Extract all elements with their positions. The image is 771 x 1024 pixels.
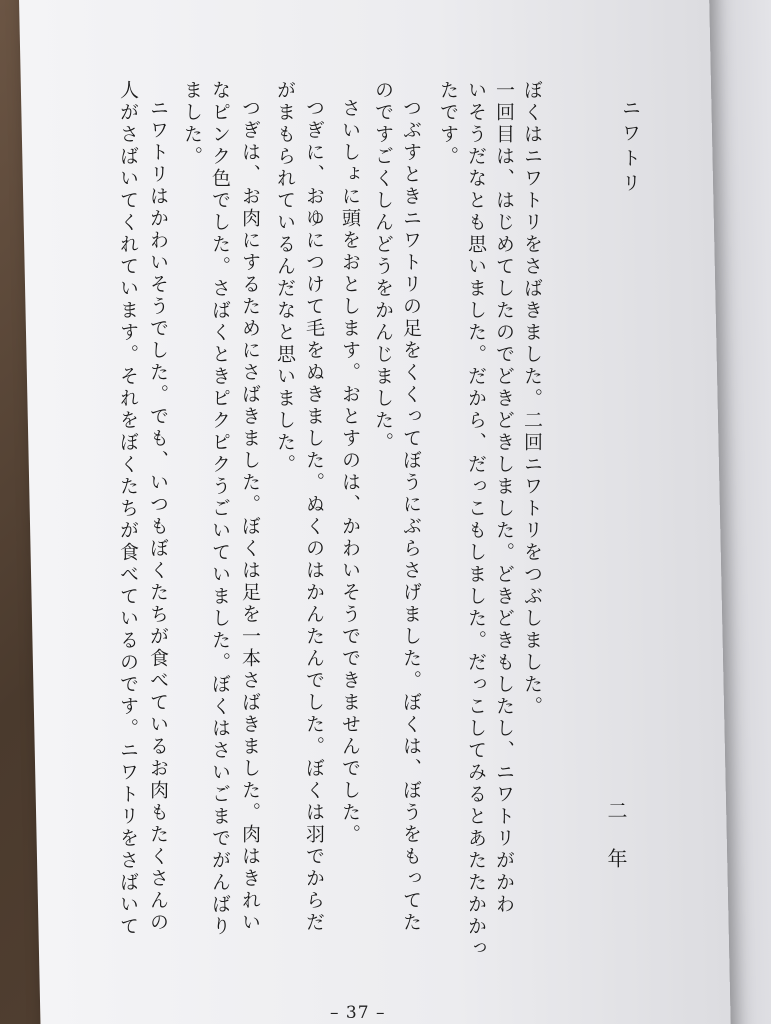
text-column-3: いそうだなとも思いました。だから、だっこもしました。だっこしてみるとあたたかかっ — [465, 80, 487, 960]
essay-title: ニワトリ — [619, 98, 641, 198]
text-column-14: 人がさばいてくれています。それをぼくたちが食べているのです。ニワトリをさばいて — [117, 80, 139, 938]
grade-label: 二年 — [604, 800, 628, 896]
text-column-6: のですごくしんどうをかんじました。 — [372, 80, 394, 454]
text-column-2: 一回目は、はじめてしたのでどきどきしました。どきどきもしたし、ニワトリがかわ — [493, 80, 515, 916]
text-column-10: つぎは、お肉にするためにさばきました。ぼくは足を一本さばきました。肉はきれい — [239, 98, 261, 934]
text-column-5: つぶすときニワトリの足をくくってぼうにぶらさげました。ぼくは、ぼうをもってた — [400, 98, 422, 934]
text-column-12: ました。 — [181, 80, 203, 168]
text-column-4: たです。 — [437, 80, 459, 168]
text-column-11: なピンク色でした。さばくときピクピクうごいていました。ぼくはさいごまでがんばり — [209, 80, 231, 938]
text-column-1: ぼくはニワトリをさばきました。二回ニワトリをつぶしました。 — [521, 80, 543, 718]
text-column-13: ニワトリはかわいそうでした。でも、いつもぼくたちが食べているお肉もたくさんの — [147, 98, 169, 934]
text-column-9: がまもられているんだなと思いました。 — [274, 80, 296, 476]
text-column-8: つぎに、おゆにつけて毛をぬきました。ぬくのはかんたんでした。ぼくは羽でからだ — [303, 98, 325, 934]
text-column-7: さいしょに頭をおとします。おとすのは、かわいそうでできませんでした。 — [339, 98, 361, 846]
page-number: – 37 – — [330, 1003, 386, 1023]
